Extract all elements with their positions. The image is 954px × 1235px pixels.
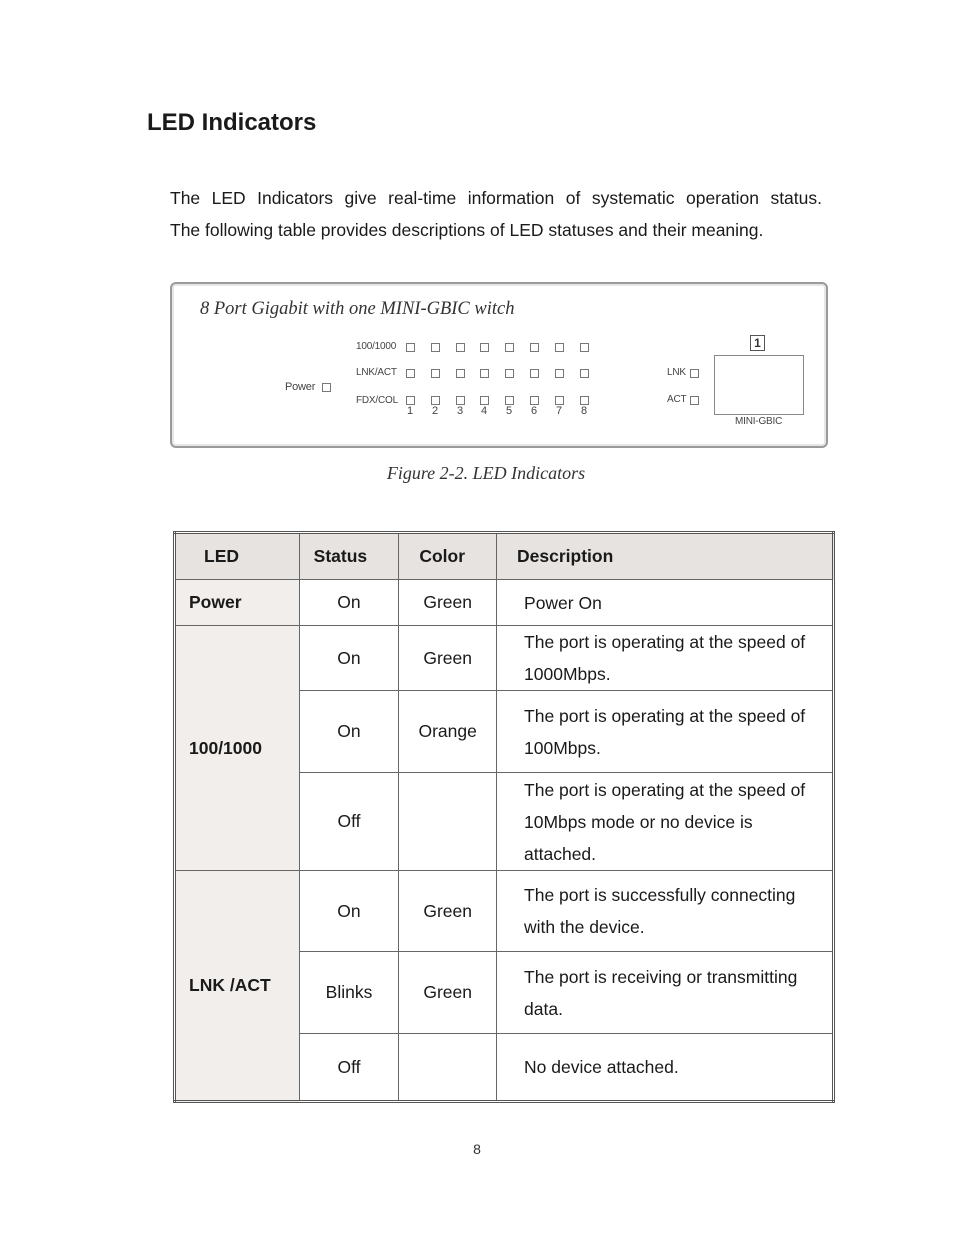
port-led-indicator <box>530 369 539 378</box>
port-led-indicator <box>480 343 489 352</box>
port-led-indicator <box>555 396 564 405</box>
table-row <box>175 871 834 952</box>
status-cell: Off <box>299 773 399 871</box>
port-number: 6 <box>530 405 538 417</box>
description-cell: The port is operating at the speed of 1000Mbps. <box>497 626 834 691</box>
table-row <box>175 626 834 691</box>
color-cell: Green <box>399 871 497 952</box>
table-row <box>175 580 834 626</box>
port-led-indicator <box>406 396 415 405</box>
port-led-indicator <box>555 343 564 352</box>
status-cell: Off <box>299 1034 399 1102</box>
port-led-indicator <box>480 369 489 378</box>
port-led-indicator <box>406 343 415 352</box>
intro-line-2: The following table provides descriptions of LED statuses and their meaning. <box>170 220 764 240</box>
color-cell: Green <box>399 580 497 626</box>
port-led-indicator <box>555 369 564 378</box>
description-cell: The port is operating at the speed of 10Mbps mode or no device is attached. <box>497 773 834 871</box>
led-front-panel-figure <box>170 282 828 448</box>
power-led-label: Power <box>285 381 316 393</box>
table-header-row <box>175 533 834 580</box>
description-cell: The port is operating at the speed of 100Mbps. <box>497 691 834 773</box>
status-cell: On <box>299 580 399 626</box>
port-number: 7 <box>555 405 563 417</box>
port-led-indicator <box>505 396 514 405</box>
port-led-indicator <box>456 343 465 352</box>
gbic-port-number: 1 <box>750 335 765 351</box>
intro-line-1: The LED Indicators give real-time information of systematic operation status. <box>170 188 822 208</box>
description-cell: Power On <box>497 580 834 626</box>
header-led: LED <box>175 533 300 580</box>
port-led-indicator <box>580 396 589 405</box>
led-status-table <box>173 531 835 1103</box>
port-led-indicator <box>530 396 539 405</box>
row-label-lnk-act: LNK/ACT <box>356 367 397 378</box>
gbic-act-label: ACT <box>667 394 687 405</box>
gbic-label: MINI-GBIC <box>735 416 783 427</box>
row-label-fdx-col: FDX/COL <box>356 395 398 406</box>
section-heading: LED Indicators <box>147 109 317 136</box>
color-cell: Green <box>399 952 497 1034</box>
port-number: 5 <box>505 405 513 417</box>
description-cell: The port is successfully connecting with the device. <box>497 871 834 952</box>
status-cell: On <box>299 871 399 952</box>
port-number: 8 <box>580 405 588 417</box>
port-led-indicator <box>456 396 465 405</box>
port-number: 2 <box>431 405 439 417</box>
port-led-indicator <box>431 369 440 378</box>
led-name-cell: LNK /ACT <box>175 871 300 1102</box>
port-led-indicator <box>431 396 440 405</box>
gbic-act-indicator <box>690 396 699 405</box>
color-cell <box>399 773 497 871</box>
status-cell: Blinks <box>299 952 399 1034</box>
mini-gbic-slot <box>714 355 804 415</box>
color-cell: Orange <box>399 691 497 773</box>
figure-caption: Figure 2-2. LED Indicators <box>386 463 586 483</box>
led-name-cell: 100/1000 <box>175 626 300 871</box>
port-led-indicator <box>530 343 539 352</box>
page-number: 8 <box>473 1141 481 1157</box>
row-label-100-1000: 100/1000 <box>356 341 397 352</box>
port-led-indicator <box>431 343 440 352</box>
header-color: Color <box>399 533 497 580</box>
port-led-indicator <box>406 369 415 378</box>
power-led-indicator <box>322 383 331 392</box>
gbic-lnk-label: LNK <box>667 367 686 378</box>
port-led-indicator <box>505 343 514 352</box>
panel-title: 8 Port Gigabit with one MINI-GBIC witch <box>200 299 515 319</box>
port-led-indicator <box>505 369 514 378</box>
header-status: Status <box>299 533 399 580</box>
color-cell: Green <box>399 626 497 691</box>
port-led-indicator <box>580 343 589 352</box>
description-cell: The port is receiving or transmitting data. <box>497 952 834 1034</box>
port-number: 4 <box>480 405 488 417</box>
port-led-indicator <box>456 369 465 378</box>
status-cell: On <box>299 626 399 691</box>
gbic-lnk-indicator <box>690 369 699 378</box>
port-number: 1 <box>406 405 414 417</box>
intro-paragraph <box>170 182 822 246</box>
port-led-indicator <box>580 369 589 378</box>
led-name-cell: Power <box>175 580 300 626</box>
status-cell: On <box>299 691 399 773</box>
header-description: Description <box>497 533 834 580</box>
port-led-indicator <box>480 396 489 405</box>
port-number: 3 <box>456 405 464 417</box>
color-cell <box>399 1034 497 1102</box>
description-cell: No device attached. <box>497 1034 834 1102</box>
